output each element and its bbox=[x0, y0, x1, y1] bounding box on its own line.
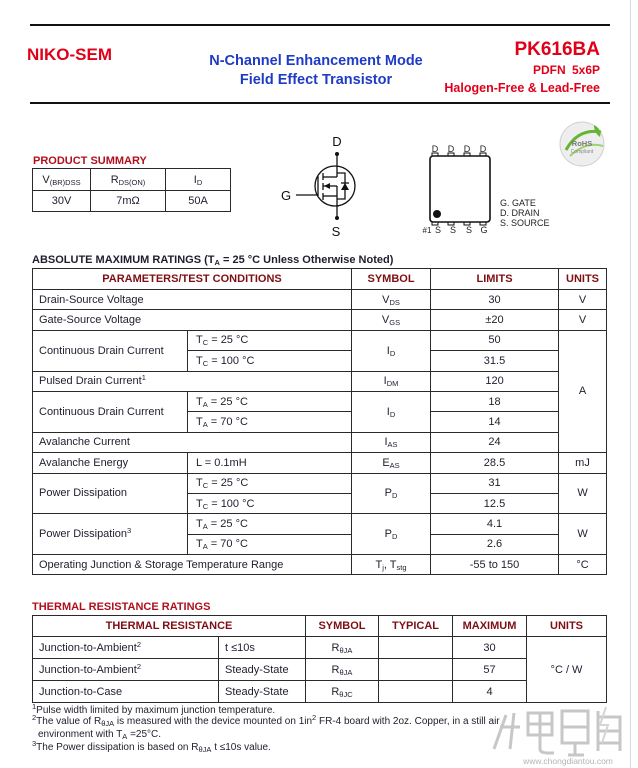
condition-cell bbox=[188, 514, 352, 534]
product-summary-header-row bbox=[33, 169, 231, 191]
parameter-cell: Junction-to-Case bbox=[33, 681, 219, 703]
title-subscript: A bbox=[214, 258, 220, 267]
condition-base: T bbox=[196, 497, 203, 510]
symbol-cell bbox=[352, 453, 431, 473]
symbol-subscript: (BR)DSS bbox=[49, 177, 81, 187]
bottom-pin-label: S bbox=[449, 225, 457, 235]
condition-cell: L = 0.1mH bbox=[188, 453, 352, 473]
footnote-text: FR-4 board with 2oz. Copper, in a still air bbox=[316, 716, 500, 727]
limit-cell: 4.1 bbox=[431, 514, 559, 534]
footnote-superscript: 2 bbox=[312, 713, 317, 722]
condition-cell: t ≤10s bbox=[219, 637, 306, 659]
package-diagram bbox=[415, 138, 500, 238]
condition-base: T bbox=[196, 538, 203, 551]
parameter-text: Junction-to-Ambient bbox=[39, 663, 137, 676]
summary-header-id bbox=[166, 169, 231, 191]
table-row bbox=[33, 310, 607, 330]
symbol-cell bbox=[306, 681, 379, 703]
parameter-cell bbox=[33, 514, 188, 555]
symbol-base: I bbox=[193, 173, 197, 186]
condition-cell bbox=[188, 493, 352, 513]
footnote-text: environment with T bbox=[38, 729, 123, 740]
unit-cell: mJ bbox=[559, 453, 607, 473]
compliance-note: Halogen-Free & Lead-Free bbox=[444, 81, 600, 95]
parameter-cell: Continuous Drain Current bbox=[33, 391, 188, 432]
condition-cell: Steady-State bbox=[219, 659, 306, 681]
symbol-base: R bbox=[110, 173, 119, 186]
symbol-subscript: AS bbox=[389, 460, 400, 470]
parameter-text: Junction-to-Ambient bbox=[39, 641, 137, 654]
symbol-base: I bbox=[383, 375, 387, 388]
maximum-cell: 4 bbox=[453, 681, 527, 703]
parameter-cell: Avalanche Current bbox=[33, 432, 352, 452]
condition-subscript: C bbox=[202, 358, 209, 368]
unit-cell: W bbox=[559, 514, 607, 555]
footnote-text: The Power dissipation is based on R bbox=[36, 742, 199, 753]
limit-cell: 28.5 bbox=[431, 453, 559, 473]
table-header-row bbox=[33, 269, 607, 290]
condition-cell bbox=[188, 391, 352, 411]
unit-cell: °C bbox=[559, 555, 607, 575]
parameter-cell bbox=[33, 371, 352, 391]
pin-legend-gate: G. GATE bbox=[500, 198, 536, 208]
symbol-base: V bbox=[42, 173, 50, 186]
header-symbol: SYMBOL bbox=[306, 616, 379, 637]
pin-legend-drain: D. DRAIN bbox=[500, 208, 540, 218]
bottom-pin-label: G bbox=[480, 225, 488, 235]
condition-base: T bbox=[196, 416, 203, 429]
symbol-base: E bbox=[382, 456, 390, 469]
symbol-base: R bbox=[331, 641, 340, 654]
pin-legend-source: S. SOURCE bbox=[500, 218, 550, 228]
table-row bbox=[33, 659, 607, 681]
table-row bbox=[33, 432, 607, 452]
table-row bbox=[33, 391, 607, 411]
header-limits: LIMITS bbox=[431, 269, 559, 290]
limit-cell: 12.5 bbox=[431, 493, 559, 513]
footnote-3 bbox=[32, 741, 271, 754]
footnote-mark: 2 bbox=[32, 713, 37, 722]
symbol-subscript: θJC bbox=[339, 689, 353, 699]
symbol-subscript: DS(ON) bbox=[118, 177, 146, 187]
symbol-subscript: θJA bbox=[339, 645, 353, 655]
gate-label: G bbox=[280, 188, 292, 203]
parameter-cell: Drain-Source Voltage bbox=[33, 290, 352, 310]
footnote-text: =25°C. bbox=[127, 729, 162, 740]
symbol-cell bbox=[352, 391, 431, 432]
condition-subscript: A bbox=[202, 399, 208, 409]
symbol-cell bbox=[352, 310, 431, 330]
rohs-logo-text: RoHS bbox=[571, 139, 593, 148]
symbol-base: R bbox=[331, 685, 340, 698]
limit-cell: 24 bbox=[431, 432, 559, 452]
drain-terminal-dot bbox=[335, 152, 339, 156]
symbol-subscript: D bbox=[389, 348, 396, 358]
bottom-pin-label: S bbox=[434, 225, 442, 235]
condition-base: T bbox=[196, 334, 203, 347]
summary-value-vbrdss: 30V bbox=[33, 191, 91, 212]
symbol-subscript: DM bbox=[386, 379, 399, 389]
symbol-cell bbox=[306, 637, 379, 659]
symbol-cell bbox=[352, 371, 431, 391]
watermark-url: www.chongdiantou.com bbox=[523, 756, 613, 766]
symbol-base: V bbox=[381, 314, 390, 327]
symbol-cell bbox=[352, 330, 431, 371]
parameter-cell bbox=[33, 659, 219, 681]
title-text: ABSOLUTE MAXIMUM RATINGS (T bbox=[32, 254, 215, 266]
symbol-subscript: AS bbox=[387, 440, 398, 450]
summary-value-rdson: 7mΩ bbox=[91, 191, 166, 212]
table-row bbox=[33, 681, 607, 703]
condition-value: = 25 °C bbox=[208, 334, 249, 347]
parameter-cell: Gate-Source Voltage bbox=[33, 310, 352, 330]
product-summary-value-row bbox=[33, 191, 231, 212]
symbol-cell bbox=[352, 290, 431, 310]
footnote-mark: 1 bbox=[32, 702, 37, 711]
mosfet-symbol bbox=[270, 128, 380, 240]
top-pin-label: D bbox=[463, 144, 471, 154]
symbol-subscript: GS bbox=[389, 318, 401, 328]
condition-cell: Steady-State bbox=[219, 681, 306, 703]
absolute-max-title bbox=[32, 254, 393, 266]
thermal-resistance-table bbox=[32, 615, 607, 703]
condition-value: = 70 °C bbox=[207, 416, 248, 429]
unit-cell: °C / W bbox=[527, 637, 607, 703]
limit-cell: 50 bbox=[431, 330, 559, 350]
parameter-cell: Avalanche Energy bbox=[33, 453, 188, 473]
source-label: S bbox=[331, 224, 341, 239]
table-row bbox=[33, 473, 607, 493]
parameter-text: Pulsed Drain Current bbox=[39, 375, 142, 388]
limit-cell: -55 to 150 bbox=[431, 555, 559, 575]
condition-value: = 100 °C bbox=[208, 497, 255, 510]
header-units: UNITS bbox=[559, 269, 607, 290]
brand-name: NIKO-SEM bbox=[27, 45, 112, 64]
symbol-subscript: D bbox=[391, 532, 398, 542]
symbol-base: I bbox=[386, 344, 390, 357]
header-units: UNITS bbox=[527, 616, 607, 637]
limit-cell: ±20 bbox=[431, 310, 559, 330]
footnote-text: is measured with the device mounted on 1in bbox=[114, 716, 313, 727]
limit-cell: 31.5 bbox=[431, 351, 559, 371]
footnote-2 bbox=[32, 715, 500, 728]
product-summary-table bbox=[32, 168, 231, 212]
header-top-rule bbox=[30, 24, 610, 26]
footnote-subscript: θJA bbox=[101, 719, 115, 728]
limit-cell: 18 bbox=[431, 391, 559, 411]
rohs-logo-subtext: Compliant bbox=[570, 149, 594, 155]
limit-cell: 30 bbox=[431, 290, 559, 310]
condition-subscript: C bbox=[202, 481, 209, 491]
condition-value: = 25 °C bbox=[208, 477, 249, 490]
title-line-2: Field Effect Transistor bbox=[239, 72, 393, 88]
header-bottom-rule bbox=[30, 102, 610, 104]
parameter-cell: Power Dissipation bbox=[33, 473, 188, 514]
watermark-logo-shapes bbox=[494, 711, 620, 755]
symbol-base: , T bbox=[383, 558, 397, 571]
table-row bbox=[33, 453, 607, 473]
footnote-text: The value of R bbox=[36, 716, 102, 727]
footnote-text: t ≤10s value. bbox=[211, 742, 271, 753]
symbol-subscript: θJA bbox=[339, 667, 353, 677]
unit-cell: V bbox=[559, 290, 607, 310]
symbol-base: V bbox=[382, 293, 390, 306]
table-row bbox=[33, 514, 607, 534]
summary-value-id: 50A bbox=[166, 191, 231, 212]
page-edge-line bbox=[630, 0, 631, 768]
symbol-subscript: j bbox=[382, 562, 384, 572]
symbol-cell bbox=[352, 514, 431, 555]
symbol-subscript: D bbox=[389, 409, 396, 419]
symbol-cell bbox=[352, 432, 431, 452]
symbol-base: I bbox=[386, 405, 390, 418]
top-pin-label: D bbox=[479, 144, 487, 154]
footnote-ref: 2 bbox=[136, 639, 141, 649]
pin1-marker-label: #1 bbox=[422, 226, 432, 235]
condition-value: = 100 °C bbox=[208, 354, 255, 367]
maximum-cell: 57 bbox=[453, 659, 527, 681]
summary-header-rdson bbox=[91, 169, 166, 191]
footnote-mark: 3 bbox=[32, 739, 37, 748]
condition-cell bbox=[188, 473, 352, 493]
symbol-subscript: stg bbox=[396, 562, 407, 572]
table-row bbox=[33, 371, 607, 391]
header-parameters: PARAMETERS/TEST CONDITIONS bbox=[33, 269, 352, 290]
top-pin-label: D bbox=[431, 144, 439, 154]
condition-cell bbox=[188, 351, 352, 371]
condition-base: T bbox=[196, 477, 203, 490]
absolute-max-ratings-table bbox=[32, 268, 607, 575]
source-terminal-dot bbox=[335, 216, 339, 220]
parameter-text: Power Dissipation bbox=[39, 528, 128, 541]
body-diode-triangle bbox=[341, 183, 349, 190]
symbol-cell bbox=[306, 659, 379, 681]
condition-value: = 70 °C bbox=[207, 538, 248, 551]
symbol-base: T bbox=[375, 558, 383, 571]
footnote-ref: 2 bbox=[136, 661, 141, 671]
pin1-dot bbox=[433, 210, 441, 218]
lightning-icon bbox=[600, 707, 608, 743]
maximum-cell: 30 bbox=[453, 637, 527, 659]
product-summary-title: PRODUCT SUMMARY bbox=[33, 155, 147, 167]
limit-cell: 2.6 bbox=[431, 534, 559, 554]
condition-base: T bbox=[196, 517, 203, 530]
header-typical: TYPICAL bbox=[379, 616, 453, 637]
symbol-cell bbox=[352, 555, 431, 575]
parameter-cell bbox=[33, 637, 219, 659]
table-header-row bbox=[33, 616, 607, 637]
footnote-2-continued bbox=[38, 728, 161, 741]
footnote-text: Pulse width limited by maximum junction temperature. bbox=[36, 705, 276, 716]
table-row bbox=[33, 330, 607, 350]
package-type: PDFN 5x6P bbox=[532, 63, 600, 77]
title-text: = 25 °C Unless Otherwise Noted) bbox=[219, 254, 394, 266]
summary-header-vbrdss bbox=[33, 169, 91, 191]
condition-cell bbox=[188, 330, 352, 350]
condition-base: T bbox=[196, 395, 203, 408]
typical-cell bbox=[379, 637, 453, 659]
symbol-cell bbox=[352, 473, 431, 514]
symbol-base: P bbox=[384, 487, 392, 500]
limit-cell: 31 bbox=[431, 473, 559, 493]
top-pin-label: D bbox=[447, 144, 455, 154]
table-row bbox=[33, 637, 607, 659]
unit-cell: A bbox=[559, 330, 607, 452]
condition-cell bbox=[188, 412, 352, 432]
footnote-ref: 3 bbox=[127, 526, 132, 536]
header-symbol: SYMBOL bbox=[352, 269, 431, 290]
header-thermal-resistance: THERMAL RESISTANCE bbox=[33, 616, 306, 637]
parameter-cell: Operating Junction & Storage Temperature Range bbox=[33, 555, 352, 575]
drain-label: D bbox=[332, 134, 342, 149]
channel-arrow bbox=[324, 183, 330, 189]
header-maximum: MAXIMUM bbox=[453, 616, 527, 637]
thermal-resistance-title: THERMAL RESISTANCE RATINGS bbox=[32, 601, 211, 613]
rohs-logo bbox=[556, 119, 608, 169]
bottom-pin-label: S bbox=[465, 225, 473, 235]
footnote-subscript: A bbox=[122, 732, 128, 741]
symbol-subscript: DS bbox=[389, 297, 400, 307]
typical-cell bbox=[379, 681, 453, 703]
condition-subscript: C bbox=[202, 501, 209, 511]
condition-subscript: A bbox=[202, 420, 208, 430]
table-row bbox=[33, 555, 607, 575]
unit-cell: W bbox=[559, 473, 607, 514]
condition-cell bbox=[188, 534, 352, 554]
condition-subscript: A bbox=[202, 542, 208, 552]
watermark-logo bbox=[488, 703, 633, 766]
symbol-subscript: D bbox=[391, 491, 398, 501]
condition-value: = 25 °C bbox=[207, 395, 248, 408]
limit-cell: 120 bbox=[431, 371, 559, 391]
symbol-base: R bbox=[331, 663, 340, 676]
symbol-base: I bbox=[384, 436, 388, 449]
condition-value: = 25 °C bbox=[207, 517, 248, 530]
table-row bbox=[33, 290, 607, 310]
limit-cell: 14 bbox=[431, 412, 559, 432]
footnote-ref: 1 bbox=[141, 373, 146, 383]
parameter-cell: Continuous Drain Current bbox=[33, 330, 188, 371]
title-line-1: N-Channel Enhancement Mode bbox=[209, 53, 423, 69]
part-number: PK616BA bbox=[514, 39, 600, 60]
condition-base: T bbox=[196, 354, 203, 367]
symbol-subscript: D bbox=[196, 177, 203, 187]
condition-subscript: A bbox=[202, 521, 208, 531]
condition-subscript: C bbox=[202, 338, 209, 348]
symbol-base: P bbox=[384, 528, 392, 541]
footnote-subscript: θJA bbox=[198, 745, 212, 754]
typical-cell bbox=[379, 659, 453, 681]
unit-cell: V bbox=[559, 310, 607, 330]
